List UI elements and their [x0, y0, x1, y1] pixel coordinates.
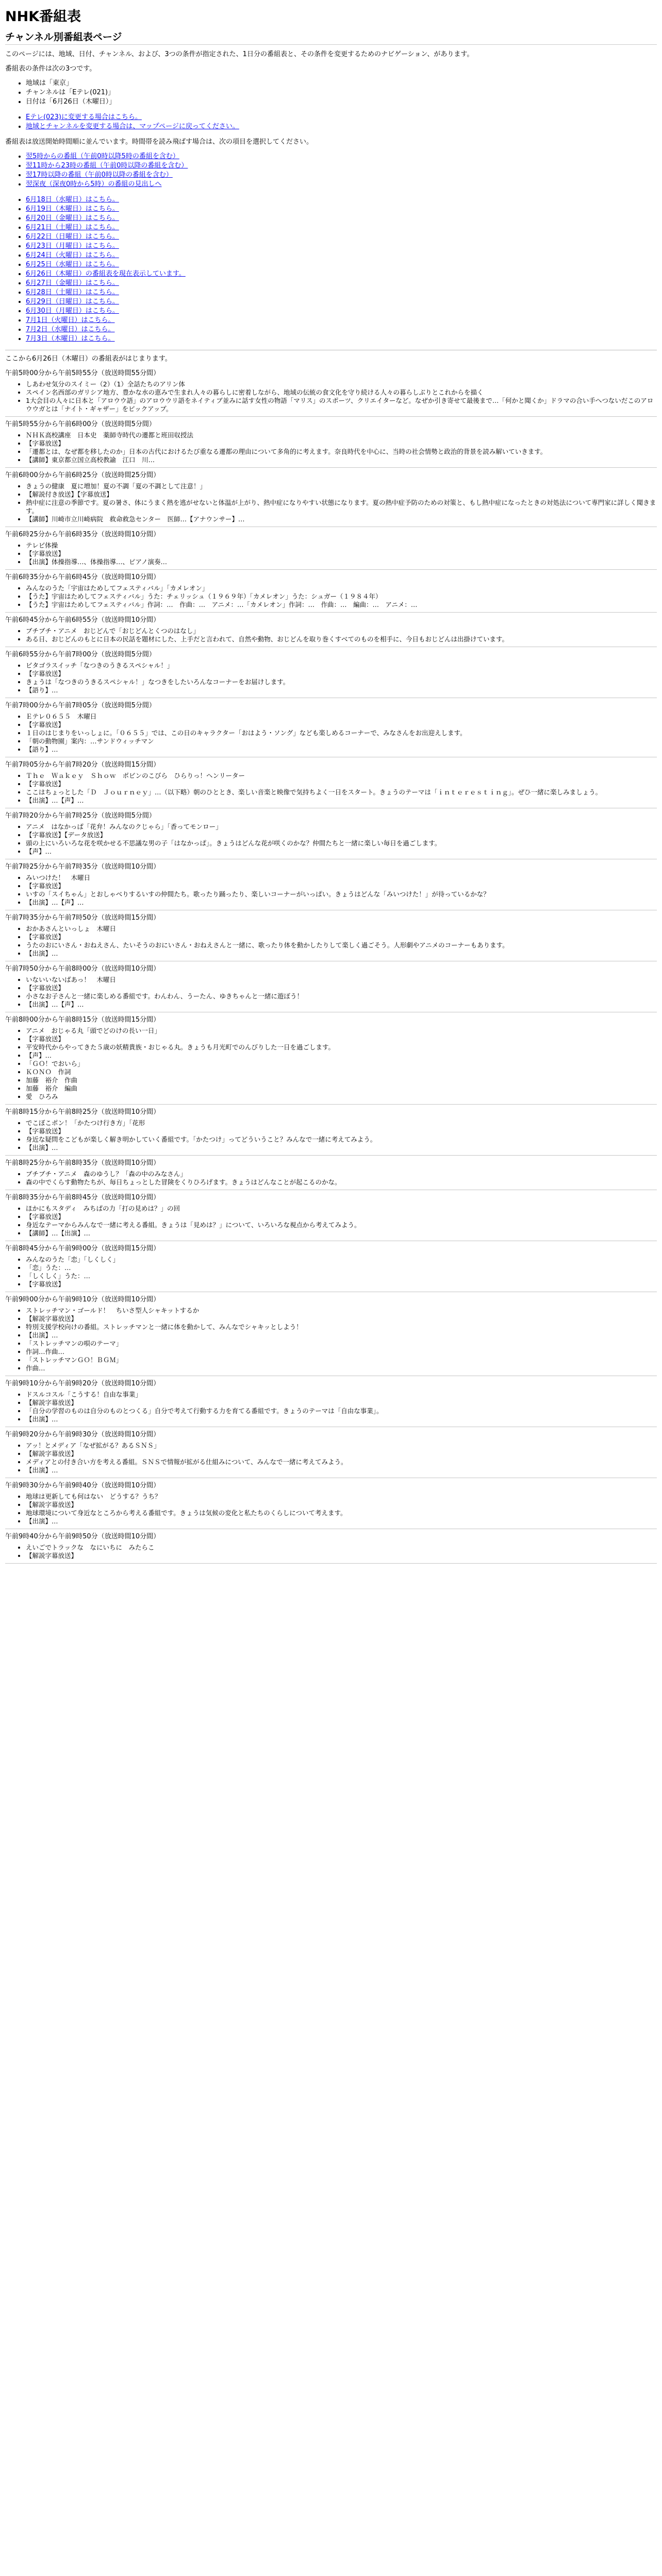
- day-link-item: [26, 316, 657, 325]
- program-detail-line: • 平安時代からやってきた５歳の妖精貴族・おじゃる丸。きょうも月光町でのんびりした一日を過ごします。: [26, 1043, 657, 1052]
- day-link[interactable]: 6月18日（水曜日）はこちら。: [26, 196, 119, 204]
- program-entry: [5, 573, 657, 613]
- conditions-list: [5, 79, 657, 107]
- time-link-item: [26, 171, 657, 180]
- program-detail-line: • 加藤 裕介 作曲: [26, 1076, 657, 1084]
- program-detail-line: • ストレッチマン・ゴールド！ ちいさ型人シャキットするか: [26, 1307, 657, 1315]
- program-detail-line: • 【出演】…【声】…: [26, 899, 657, 907]
- program-details: [5, 713, 657, 754]
- program-detail-line: • ドスルコスル「こうする！自由な事業」: [26, 1391, 657, 1399]
- program-detail-line: • 【字幕放送】: [26, 1127, 657, 1136]
- conditions-intro: 番組表の条件は次の3つです。: [5, 65, 96, 73]
- program-entry: [5, 862, 657, 910]
- program-detail-line: • メディアとの付き合い方を考える番組。ＳＮＳで情報が拡がる仕組みについて、みんなで一緒に考えてみよう。: [26, 1458, 657, 1466]
- page-description: このページには、地域、日付、チャンネル、および、3つの条件が指定された、1日分の番組表と、その条件を変更するためのナビゲーション、があります。: [5, 50, 474, 58]
- program-detail-line: • 作詞…作曲…: [26, 1348, 657, 1356]
- program-detail-line: • きょうは「なつきのうきるスペシャル！」なつきをしたいろんなコーナーをお届けします。: [26, 678, 657, 686]
- day-link[interactable]: 7月1日（火曜日）はこちら。: [26, 316, 115, 324]
- program-details: [5, 1544, 657, 1560]
- program-detail-line: • ある日、おじどんのもとに日本の民話を題材にした、上手だと言われて、自然や動物、おじどんを取り巻くすべてのものを相手に、今日もおじどんは出掛けています。: [26, 635, 657, 643]
- program-detail-line: • ブチブチ・アニメ 森のゆうし？「森の中のみなさん」: [26, 1170, 657, 1178]
- program-details: [5, 1493, 657, 1526]
- condition-item: • 地域は「東京」: [26, 79, 657, 88]
- day-link[interactable]: 6月24日（火曜日）はこちら。: [26, 251, 119, 259]
- program-detail-line: • ブチブチ・アニメ おじどんで「おじどんとくつのはなし」: [26, 627, 657, 635]
- program-detail-line: • 【字幕放送】: [26, 1280, 657, 1289]
- day-link[interactable]: 6月23日（月曜日）はこちら。: [26, 242, 119, 250]
- program-detail-line: • 【解説字幕放送】: [26, 1501, 657, 1509]
- program-entry: [5, 1015, 657, 1105]
- condition-item: • 日付は「6月26日（木曜日）」: [26, 97, 657, 107]
- program-entry: [5, 1532, 657, 1564]
- day-link[interactable]: 6月27日（金曜日）はこちら。: [26, 279, 119, 287]
- program-detail-line: • みいつけた！ 木曜日: [26, 874, 657, 882]
- program-time: 午前7時05分から午前7時20分（放送時間15分間）: [5, 761, 160, 769]
- program-detail-line: • 【出演】…: [26, 1331, 657, 1340]
- program-time: 午前9時20分から午前9時30分（放送時間10分間）: [5, 1431, 160, 1438]
- program-detail-line: • ＮＨＫ高校講座 日本史 薬師寺時代の遷都と班田収授法: [26, 431, 657, 439]
- program-entry: [5, 650, 657, 698]
- program-detail-line: • 身近な疑問をこどもが楽しく解き明かしていく番組です。「かたつけ」ってどういうこと？みんなで一緒に考えてみよう。: [26, 1136, 657, 1144]
- program-detail-line: • みんなのうた「恋」「しくしく」: [26, 1256, 657, 1264]
- program-details: [5, 976, 657, 1009]
- program-detail-line: • 【うた】宇宙はためしてフェスティバル」うた：チェリッシュ（１９６９年）「カメレオン」うた：シュガー（１９８４年）: [26, 592, 657, 601]
- program-time: 午前8時35分から午前8時45分（放送時間10分間）: [5, 1194, 160, 1201]
- program-details: [5, 1307, 657, 1372]
- program-detail-line: • ビタゴラスイッチ「なつきのうきるスペシャル！」: [26, 662, 657, 670]
- program-entry: [5, 701, 657, 757]
- day-link[interactable]: 6月29日（日曜日）はこちら。: [26, 298, 119, 306]
- program-detail-line: • 頭の上にいろいろな花を咲かせる不思議な男の子「はなかっぱ」。きょうはどんな花が咲くのかな？仲間たちと一緒に楽しい毎日を過ごします。: [26, 839, 657, 848]
- program-detail-line: • ほかにもスタディ みちぱの力「打の見めは？」の回: [26, 1205, 657, 1213]
- program-details: [5, 627, 657, 643]
- program-detail-line: • 熱中症に注意の季節です。夏の暑さ、体にうまく熱を逃がせないと体温が上がり、熱中症になりやすい状態になります。夏の熱中症予防のための対策と、もし熱中症になったときの対処法について専門家に詳しく聞きます。: [26, 499, 657, 515]
- program-detail-line: • 【字幕放送】: [26, 933, 657, 941]
- program-details: [5, 874, 657, 907]
- program-detail-line: • テレビ体操: [26, 541, 657, 550]
- time-link-item: [26, 180, 657, 189]
- program-time: 午前6時00分から午前6時25分（放送時間25分間）: [5, 471, 160, 479]
- program-detail-line: • ＫＯＮＯ 作詞: [26, 1068, 657, 1076]
- program-details: [5, 1391, 657, 1423]
- program-time: 午前7時20分から午前7時25分（放送時間5分間）: [5, 812, 156, 820]
- program-entry: [5, 1379, 657, 1427]
- program-detail-line: • うたのおにいさん・おねえさん、たいそうのおにいさん・おねえさんと一緒に、歌ったり体を動かしたりして楽しく過ごそう。人形劇やアニメのコーナーもあります。: [26, 941, 657, 950]
- day-link[interactable]: 6月25日（水曜日）はこちら。: [26, 261, 119, 268]
- program-entry: [5, 913, 657, 961]
- program-details: [5, 1027, 657, 1101]
- program-detail-line: • 【解説字幕放送】: [26, 1315, 657, 1323]
- page-title: NHK番組表: [5, 9, 81, 25]
- day-link-item: [26, 214, 657, 223]
- program-detail-line: • 「遷都とは、なぜ都を移したのか」日本の古代におけるたび重なる遷都の理由について多角的に考えます。奈良時代を中心に、当時の社会情勢と政治的背景を読み解いていきます。: [26, 448, 657, 456]
- program-details: [5, 541, 657, 566]
- program-detail-line: • いないいないばあっ！ 木曜日: [26, 976, 657, 984]
- program-detail-line: • 【出演】…: [26, 1415, 657, 1423]
- day-link-item: [26, 242, 657, 251]
- program-detail-line: • アッ！とメディア「なぜ拡がる？あるＳＮＳ」: [26, 1442, 657, 1450]
- program-entry: [5, 616, 657, 647]
- program-detail-line: • おかあさんといっしょ 木曜日: [26, 925, 657, 933]
- program-time: 午前7時25分から午前7時35分（放送時間10分間）: [5, 863, 160, 871]
- day-link-item: [26, 269, 657, 279]
- program-detail-line: • 「しくしく」うた：…: [26, 1272, 657, 1280]
- day-links: [5, 195, 657, 344]
- day-link[interactable]: 7月2日（水曜日）はこちら。: [26, 326, 115, 333]
- program-time: 午前9時40分から午前9時50分（放送時間10分間）: [5, 1533, 160, 1540]
- change-area-item: [26, 122, 657, 131]
- day-link[interactable]: 7月3日（木曜日）はこちら。: [26, 335, 115, 343]
- program-separator: [5, 1563, 657, 1564]
- program-detail-line: • えいごでトラックな なにいちに みたらこ: [26, 1544, 657, 1552]
- program-details: [5, 584, 657, 609]
- program-details: [5, 1442, 657, 1475]
- program-detail-line: • 地球は更新しても何はない どうする？うち？: [26, 1493, 657, 1501]
- program-detail-line: • 「朝の動物園」案内：…サンドウィッチマン: [26, 737, 657, 745]
- program-detail-line: • 【出演】…: [26, 1144, 657, 1152]
- day-link-item: [26, 251, 657, 260]
- day-link[interactable]: 6月22日（日曜日）はこちら。: [26, 233, 119, 241]
- program-detail-line: • １日のはじまりをいっしょに。「０６５５」では、この日のキャラクター「おはよう・ソング」なども楽しめるコーナーで、みなさんをお出迎えします。: [26, 729, 657, 737]
- program-detail-line: • 【講師】川崎市立川崎病院 救命救急センター 医師…【アナウンサー】…: [26, 515, 657, 523]
- day-link[interactable]: 6月26日（木曜日）の番組表を現在表示しています。: [26, 270, 186, 278]
- program-entry: [5, 420, 657, 468]
- program-entry: [5, 471, 657, 527]
- program-time: 午前7時00分から午前7時05分（放送時間5分間）: [5, 702, 156, 709]
- page-subtitle: チャンネル別番組表ページ: [5, 29, 657, 45]
- program-detail-line: • 【字幕放送】: [26, 780, 657, 788]
- program-detail-line: • 【うた】宇宙はためしてフェスティバル」作詞：… 作曲：… アニメ：…「カメレオン」作詞：… 作曲：… 編曲：… アニメ：…: [26, 601, 657, 609]
- time-link[interactable]: 翌17時以降の番組（午前0時以降の番組を含む）: [26, 171, 173, 179]
- program-detail-line: • 【出演】…【声】…: [26, 796, 657, 805]
- program-details: [5, 380, 657, 413]
- program-separator: [5, 416, 657, 417]
- program-entry: [5, 1159, 657, 1190]
- program-detail-line: • アニメ おじゃる丸「頭でどのけの長い一日」: [26, 1027, 657, 1035]
- program-detail-line: • 【字幕放送】: [26, 721, 657, 729]
- program-detail-line: • 【語り】…: [26, 745, 657, 754]
- program-time: 午前5時00分から午前5時55分（放送時間55分間）: [5, 369, 160, 377]
- program-time: 午前7時35分から午前7時50分（放送時間15分間）: [5, 914, 160, 922]
- program-detail-line: • 「ストレッチマンＧＯ！ＢＧＭ」: [26, 1356, 657, 1364]
- program-detail-line: • 森の中でくらす動物たちが、毎日ちょっとした冒険をくりひろげます。きょうはどんなことが起こるのかな。: [26, 1178, 657, 1187]
- program-detail-line: • 【出演】…: [26, 1466, 657, 1475]
- program-separator: [5, 1155, 657, 1156]
- program-detail-line: • 1大会目の人々に日本と「アロウウ語」のアロウウリ語をネイティブ並みに話す女性の物語「マリス」のスポーツ、クリエイターなど。なぜか引き寄せて最後まで…「何かと聞くか」ドラマの合い手へつないだこのアロウウガとは「ナイト・ギャザー」をピックアップ。: [26, 397, 657, 413]
- program-separator: [5, 1104, 657, 1105]
- program-detail-line: • 【声】…: [26, 1052, 657, 1060]
- time-link[interactable]: 翌深夜（深夜0時から5時）の番組の見出しへ: [26, 180, 162, 188]
- program-detail-line: • 【解説付き放送】【字幕放送】: [26, 490, 657, 499]
- program-detail-line: • 【字幕放送】: [26, 882, 657, 890]
- program-time: 午前7時50分から午前8時00分（放送時間10分間）: [5, 965, 160, 973]
- day-link-item: [26, 297, 657, 307]
- day-link[interactable]: 6月20日（金曜日）はこちら。: [26, 214, 119, 222]
- program-time: 午前8時45分から午前9時00分（放送時間15分間）: [5, 1245, 160, 1252]
- program-detail-line: • 特別支援学校向けの番組。ストレッチマンと一緒に体を動かして、みんなでシャキッとしよう！: [26, 1323, 657, 1331]
- day-link[interactable]: 6月19日（木曜日）はこちら。: [26, 205, 119, 213]
- program-entry: [5, 369, 657, 417]
- program-details: [5, 482, 657, 523]
- program-detail-line: • ここはちょっとした「Ｄ Ｊｏｕｒｎｅｙ」…（以下略）朝のひととき、楽しい音楽と映像で気持ちよく一日をスタート。きょうのテーマは「ｉｎｔｅｒｅｓｔｉｎｇ」。ぜひ一緒に楽しみましょう。: [26, 788, 657, 796]
- program-details: [5, 431, 657, 464]
- program-time: 午前6時45分から午前6時55分（放送時間10分間）: [5, 616, 160, 624]
- list-heading: ここから6月26日（木曜日）の番組表がはじまります。: [5, 355, 172, 363]
- program-detail-line: • 【講師】東京都立国立高校教諭 江口 川…: [26, 456, 657, 464]
- program-entry: [5, 1430, 657, 1478]
- program-detail-line: • 作曲…: [26, 1364, 657, 1372]
- time-links: [5, 152, 657, 189]
- program-detail-line: • 【字幕放送】: [26, 1213, 657, 1221]
- program-detail-line: • 【字幕放送】【データ放送】: [26, 831, 657, 839]
- program-detail-line: • 【声】…: [26, 848, 657, 856]
- day-link-item: [26, 279, 657, 288]
- program-details: [5, 772, 657, 805]
- program-detail-line: • でこぼこポン！「かたつけ行き方」「花形: [26, 1119, 657, 1127]
- program-time: 午前8時25分から午前8時35分（放送時間10分間）: [5, 1159, 160, 1167]
- program-entry: [5, 1244, 657, 1292]
- day-link-item: [26, 325, 657, 334]
- program-entry: [5, 964, 657, 1012]
- day-link-item: [26, 195, 657, 205]
- program-detail-line: • みんなのうた「宇宙はためしてフェスティバル」「カメレオン」: [26, 584, 657, 592]
- day-link-item: [26, 288, 657, 297]
- program-detail-line: • 【解説字幕放送】: [26, 1552, 657, 1560]
- program-detail-line: • しあわせ気分のスイミー（2）（1）全話たちのアリン体: [26, 380, 657, 388]
- program-details: [5, 1256, 657, 1289]
- program-detail-line: • 【解説字幕放送】: [26, 1399, 657, 1407]
- program-entry: [5, 1481, 657, 1529]
- program-details: [5, 1119, 657, 1152]
- program-detail-line: • 【字幕放送】: [26, 1035, 657, 1043]
- program-detail-line: • いすの「スイちゃん」とおしゃべりするいすの仲間たち。歌ったり踊ったり、楽しいコーナーがいっぱい。きょうはどんな「みいつけた！」が待っているかな？: [26, 890, 657, 899]
- program-separator: [5, 467, 657, 468]
- program-details: [5, 823, 657, 856]
- day-link-item: [26, 223, 657, 232]
- time-intro: 番組表は放送開始時間順に並んでいます。時間帯を読み飛ばす場合は、次の項目を選択してください。: [5, 138, 313, 146]
- day-link-item: [26, 307, 657, 316]
- program-detail-line: • 【出演】…【声】…: [26, 1001, 657, 1009]
- day-link[interactable]: 6月21日（土曜日）はこちら。: [26, 224, 119, 231]
- condition-item: • チャンネルは「Eテレ(021)」: [26, 88, 657, 97]
- program-time: 午前9時30分から午前9時40分（放送時間10分間）: [5, 1482, 160, 1489]
- program-detail-line: • 【講師】…【出演】…: [26, 1229, 657, 1238]
- change-channel-link[interactable]: Eテレ(023)に変更する場合はこちら。: [26, 113, 142, 121]
- program-separator: [5, 612, 657, 613]
- change-channel-item: [26, 113, 657, 122]
- program-time: 午前8時15分から午前8時25分（放送時間10分間）: [5, 1108, 160, 1116]
- program-detail-line: • 【出演】体操指導…、体操指導…、ピアノ演奏…: [26, 558, 657, 566]
- program-time: 午前5時55分から午前6時00分（放送時間5分間）: [5, 420, 156, 428]
- program-details: [5, 662, 657, 694]
- day-link[interactable]: 6月30日（月曜日）はこちら。: [26, 307, 119, 315]
- program-detail-line: • 【解説字幕放送】: [26, 1450, 657, 1458]
- program-time: 午前6時35分から午前6時45分（放送時間10分間）: [5, 573, 160, 581]
- program-detail-line: • 「恋」うた：…: [26, 1264, 657, 1272]
- day-link-item: [26, 260, 657, 269]
- change-links: [5, 113, 657, 131]
- program-detail-line: • 加藤 裕介 編曲: [26, 1084, 657, 1093]
- program-separator: [5, 569, 657, 570]
- program-detail-line: • 身近なテーマからみんなで一緒に考える番組。きょうは「見めは？」について、いろいろな視点から考えてみよう。: [26, 1221, 657, 1229]
- program-entry: [5, 1108, 657, 1156]
- program-detail-line: • 小さなお子さんと一緒に楽しめる番組です。わんわん、うーたん、ゆきちゃんと一緒に遊ぼう！: [26, 992, 657, 1001]
- change-area-link[interactable]: 地域とチャンネルを変更する場合は、マップページに戻ってください。: [26, 123, 239, 130]
- program-detail-line: • 【出演】…: [26, 950, 657, 958]
- program-time: 午前9時00分から午前9時10分（放送時間10分間）: [5, 1296, 160, 1303]
- day-link[interactable]: 6月28日（土曜日）はこちら。: [26, 289, 119, 296]
- program-detail-line: • 「ＧＯ！でおいら」: [26, 1060, 657, 1068]
- program-detail-line: • アニメ はなかっぱ「花弁！みんなのクじゃら」「香ってモンロー」: [26, 823, 657, 831]
- day-link-item: [26, 334, 657, 344]
- program-list: [5, 369, 657, 1564]
- program-details: [5, 1205, 657, 1238]
- program-entry: [5, 1193, 657, 1241]
- program-detail-line: • 「ストレッチマンの唄のテーマ」: [26, 1340, 657, 1348]
- program-detail-line: • 愛 ひろみ: [26, 1093, 657, 1101]
- program-detail-line: • Ｔｈｅ Ｗａｋｅｙ Ｓｈｏｗ ボビンのこびら ひらりっ！ヘンリーター: [26, 772, 657, 780]
- program-entry: [5, 1295, 657, 1376]
- program-detail-line: • スペイン名西部のガリシア地方、豊かな水の恵みで生まれ人々の暮らしに密着しながら、地域の伝統の食文化を守り続ける人々の暮らしぶりとこれからを描く: [26, 388, 657, 397]
- program-detail-line: • きょうの健康 夏に増加！夏の不調「夏の不調として注意！」: [26, 482, 657, 490]
- program-entry: [5, 811, 657, 859]
- program-details: [5, 1170, 657, 1187]
- program-detail-line: • 【字幕放送】: [26, 439, 657, 448]
- time-link[interactable]: 翌5時からの番組（午前0時以降5時の番組を含む）: [26, 152, 179, 160]
- program-detail-line: • 【字幕放送】: [26, 550, 657, 558]
- program-time: 午前9時10分から午前9時20分（放送時間10分間）: [5, 1380, 160, 1387]
- program-time: 午前8時00分から午前8時15分（放送時間15分間）: [5, 1016, 160, 1024]
- program-detail-line: • 「自分の学習のものは自分のものとつくる」自分で考えて行動する力を育てる番組です。きょうのテーマは「自由な事業」。: [26, 1407, 657, 1415]
- program-detail-line: • 【字幕放送】: [26, 670, 657, 678]
- program-entry: [5, 530, 657, 570]
- program-detail-line: • 地球環境について身近なところから考える番組です。きょうは気候の変化と私たちのくらしについて考えます。: [26, 1509, 657, 1517]
- day-link-item: [26, 205, 657, 214]
- day-link-item: [26, 232, 657, 242]
- time-link[interactable]: 翌11時から23時の番組（午前0時以降の番組を含む）: [26, 162, 188, 170]
- program-time: 午前6時25分から午前6時35分（放送時間10分間）: [5, 531, 160, 538]
- program-details: [5, 925, 657, 958]
- program-detail-line: • 【字幕放送】: [26, 984, 657, 992]
- time-link-item: [26, 161, 657, 171]
- program-detail-line: • 【出演】…: [26, 1517, 657, 1526]
- program-detail-line: • 【語り】…: [26, 686, 657, 694]
- program-time: 午前6時55分から午前7時00分（放送時間5分間）: [5, 651, 156, 658]
- time-link-item: [26, 152, 657, 161]
- program-entry: [5, 760, 657, 808]
- program-detail-line: • Ｅテレ０６５５ 木曜日: [26, 713, 657, 721]
